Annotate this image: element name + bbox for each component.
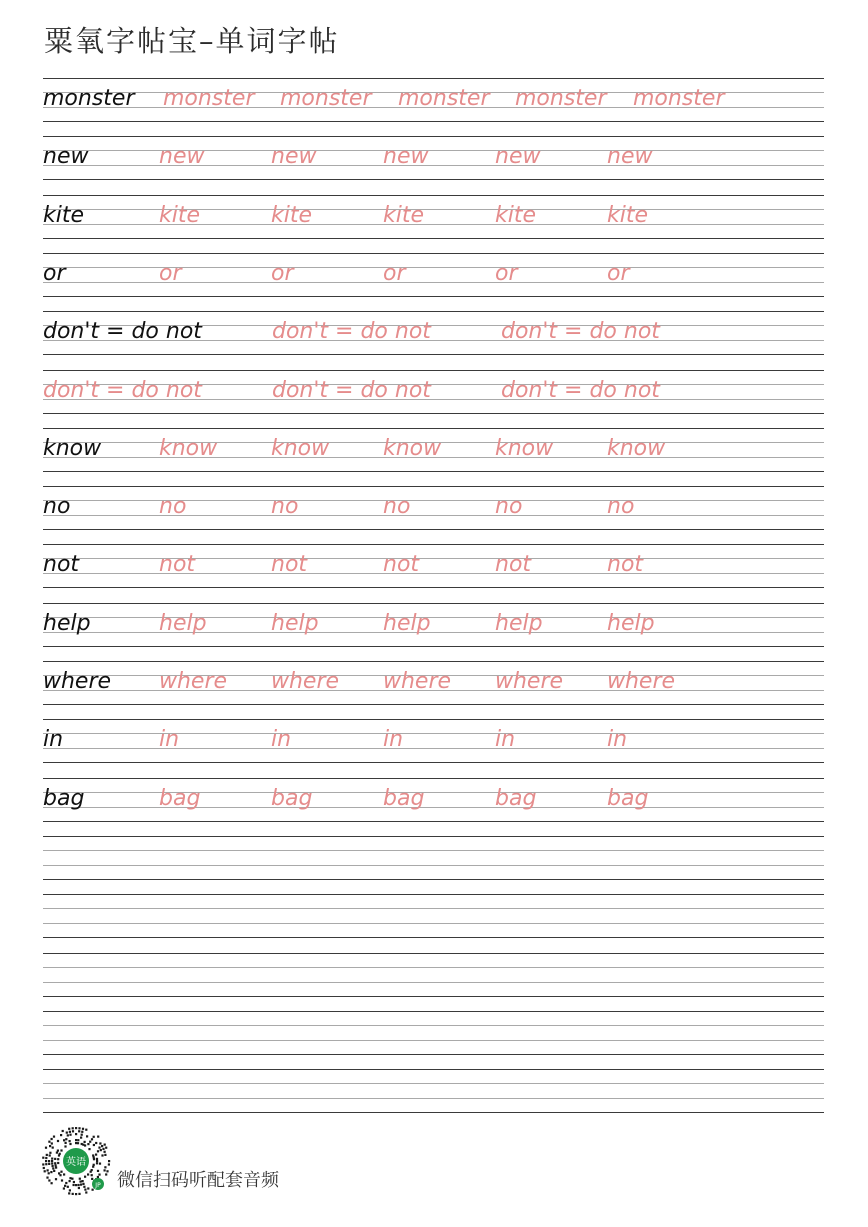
trace-word: new bbox=[271, 144, 317, 169]
qr-module bbox=[84, 1176, 86, 1178]
qr-module bbox=[65, 1138, 67, 1140]
word-row bbox=[43, 725, 824, 755]
qr-module bbox=[52, 1167, 54, 1169]
qr-module bbox=[45, 1157, 47, 1159]
qr-module bbox=[51, 1163, 53, 1165]
trace-word: where bbox=[271, 669, 340, 694]
qr-module bbox=[42, 1157, 44, 1159]
rule-line bbox=[43, 646, 824, 647]
rule-line bbox=[43, 544, 824, 545]
trace-word: know bbox=[271, 436, 330, 461]
trace-word: don't = do not bbox=[43, 378, 202, 403]
qr-module bbox=[78, 1187, 80, 1189]
qr-module bbox=[72, 1127, 74, 1129]
rule-line bbox=[43, 1083, 824, 1084]
qr-module bbox=[79, 1178, 81, 1180]
qr-module bbox=[62, 1130, 64, 1132]
trace-word: help bbox=[607, 611, 655, 636]
word-row bbox=[43, 259, 824, 289]
trace-word: in bbox=[607, 727, 628, 752]
rule-line bbox=[43, 486, 824, 487]
trace-word: where bbox=[607, 669, 676, 694]
footer-caption: 微信扫码听配套音频 bbox=[117, 1170, 279, 1191]
footer bbox=[41, 1126, 441, 1198]
qr-module bbox=[68, 1128, 70, 1130]
qr-module bbox=[85, 1129, 87, 1131]
qr-module bbox=[87, 1143, 89, 1145]
word-row bbox=[43, 609, 824, 639]
trace-word: kite bbox=[159, 203, 201, 228]
trace-word: not bbox=[607, 552, 644, 577]
rule-line bbox=[43, 894, 824, 895]
qr-module bbox=[61, 1179, 63, 1181]
word-row bbox=[43, 492, 824, 522]
qr-module bbox=[57, 1140, 59, 1142]
trace-word: bag bbox=[495, 786, 537, 811]
qr-module bbox=[68, 1192, 70, 1194]
trace-word: no bbox=[159, 494, 187, 519]
rule-line bbox=[43, 762, 824, 763]
qr-module bbox=[50, 1171, 52, 1173]
qr-module bbox=[65, 1142, 67, 1144]
trace-word: monster bbox=[398, 86, 490, 111]
qr-module bbox=[78, 1127, 80, 1129]
qr-module bbox=[101, 1145, 103, 1147]
page-title: 粟氧字帖宝–单词字帖 bbox=[44, 24, 340, 58]
qr-module bbox=[64, 1185, 66, 1187]
trace-word: monster bbox=[280, 86, 372, 111]
rule-line bbox=[43, 1069, 824, 1070]
rule-line bbox=[43, 953, 824, 954]
trace-word: where bbox=[495, 669, 564, 694]
rule-line bbox=[43, 1011, 824, 1012]
model-word: where bbox=[43, 669, 112, 694]
qr-module bbox=[96, 1160, 98, 1162]
qr-module bbox=[75, 1193, 77, 1195]
rule-line bbox=[43, 879, 824, 880]
qr-module bbox=[92, 1154, 94, 1156]
rule-line bbox=[43, 850, 824, 851]
rule-line bbox=[43, 1025, 824, 1026]
rule-line bbox=[43, 1040, 824, 1041]
qr-module bbox=[67, 1186, 69, 1188]
qr-module bbox=[106, 1170, 108, 1172]
qr-module bbox=[75, 1142, 77, 1144]
trace-word: in bbox=[383, 727, 404, 752]
rule-line bbox=[43, 587, 824, 588]
trace-word: bag bbox=[607, 786, 649, 811]
qr-module bbox=[97, 1136, 99, 1138]
writing-band bbox=[43, 1011, 824, 1055]
qr-module bbox=[46, 1177, 48, 1179]
trace-word: kite bbox=[495, 203, 537, 228]
trace-word: or bbox=[271, 261, 294, 286]
qr-module bbox=[55, 1167, 57, 1169]
word-row bbox=[43, 434, 824, 464]
qr-badge-text: 英语 bbox=[66, 1157, 86, 1168]
qr-module bbox=[69, 1177, 71, 1179]
rule-line bbox=[43, 1098, 824, 1099]
rule-line bbox=[43, 603, 824, 604]
qr-module bbox=[93, 1144, 95, 1146]
rule-line bbox=[43, 923, 824, 924]
word-row bbox=[43, 142, 824, 172]
rule-line bbox=[43, 195, 824, 196]
qr-module bbox=[84, 1144, 86, 1146]
qr-module bbox=[108, 1160, 110, 1162]
rule-line bbox=[43, 296, 824, 297]
qr-module bbox=[101, 1154, 103, 1156]
trace-word: kite bbox=[271, 203, 313, 228]
trace-word: no bbox=[607, 494, 635, 519]
word-row bbox=[43, 84, 824, 114]
qr-module bbox=[57, 1162, 59, 1164]
qr-module bbox=[57, 1150, 59, 1152]
qr-module bbox=[100, 1149, 102, 1151]
trace-word: no bbox=[271, 494, 299, 519]
model-word: no bbox=[43, 494, 71, 519]
qr-module bbox=[84, 1189, 86, 1191]
qr-module bbox=[99, 1142, 101, 1144]
trace-word: no bbox=[495, 494, 523, 519]
word-row bbox=[43, 784, 824, 814]
qr-module bbox=[97, 1150, 99, 1152]
qr-module bbox=[64, 1145, 66, 1147]
qr-module bbox=[63, 1173, 65, 1175]
rule-line bbox=[43, 719, 824, 720]
model-word: monster bbox=[43, 86, 135, 111]
word-row bbox=[43, 201, 824, 231]
qr-module bbox=[58, 1172, 60, 1174]
trace-word: new bbox=[607, 144, 653, 169]
rule-line bbox=[43, 661, 824, 662]
model-word: or bbox=[43, 261, 66, 286]
qr-module bbox=[51, 1138, 53, 1140]
qr-module bbox=[79, 1181, 81, 1183]
trace-word: not bbox=[271, 552, 308, 577]
qr-module bbox=[60, 1171, 62, 1173]
qr-module bbox=[89, 1141, 91, 1143]
rule-line bbox=[43, 179, 824, 180]
qr-module bbox=[53, 1136, 55, 1138]
trace-word: or bbox=[383, 261, 406, 286]
qr-module bbox=[69, 1131, 71, 1133]
qr-module bbox=[105, 1173, 107, 1175]
rule-line bbox=[43, 937, 824, 938]
qr-module bbox=[102, 1148, 104, 1150]
qr-module bbox=[48, 1141, 50, 1143]
qr-module bbox=[83, 1186, 85, 1188]
qr-module bbox=[90, 1171, 92, 1173]
qr-module bbox=[93, 1158, 95, 1160]
model-word: new bbox=[43, 144, 89, 169]
qr-module bbox=[69, 1134, 71, 1136]
qr-module bbox=[72, 1193, 74, 1195]
qr-module bbox=[97, 1170, 99, 1172]
qr-module bbox=[54, 1162, 56, 1164]
trace-word: don't = do not bbox=[501, 378, 660, 403]
trace-word: new bbox=[495, 144, 541, 169]
handwriting-sheet bbox=[43, 78, 824, 1115]
qr-module bbox=[88, 1148, 90, 1150]
rule-line bbox=[43, 428, 824, 429]
trace-word: monster bbox=[515, 86, 607, 111]
word-row bbox=[43, 667, 824, 697]
trace-word: not bbox=[383, 552, 420, 577]
rule-line bbox=[43, 996, 824, 997]
qr-module bbox=[104, 1144, 106, 1146]
qr-module bbox=[66, 1132, 68, 1134]
rule-line bbox=[43, 354, 824, 355]
qr-module bbox=[78, 1130, 80, 1132]
rule-line bbox=[43, 908, 824, 909]
qr-module bbox=[80, 1184, 82, 1186]
qr-module bbox=[75, 1133, 77, 1135]
qr-module bbox=[63, 1139, 65, 1141]
trace-word: help bbox=[271, 611, 319, 636]
trace-word: in bbox=[271, 727, 292, 752]
qr-module bbox=[73, 1181, 75, 1183]
writing-band bbox=[43, 953, 824, 997]
writing-band bbox=[43, 836, 824, 880]
qr-module bbox=[45, 1147, 47, 1149]
qr-module bbox=[95, 1142, 97, 1144]
qr-module bbox=[93, 1136, 95, 1138]
rule-line bbox=[43, 865, 824, 866]
qr-module bbox=[72, 1130, 74, 1132]
qr-module bbox=[48, 1179, 50, 1181]
rule-line bbox=[43, 311, 824, 312]
model-word: help bbox=[43, 611, 91, 636]
model-word: don't = do not bbox=[43, 319, 202, 344]
trace-word: kite bbox=[383, 203, 425, 228]
qr-module bbox=[46, 1154, 48, 1156]
qr-module bbox=[69, 1140, 71, 1142]
rule-line bbox=[43, 1112, 824, 1113]
qr-module bbox=[51, 1160, 53, 1162]
qr-module bbox=[42, 1163, 44, 1165]
trace-word: no bbox=[383, 494, 411, 519]
trace-word: bag bbox=[271, 786, 313, 811]
rule-line bbox=[43, 1054, 824, 1055]
rule-line bbox=[43, 967, 824, 968]
qr-module bbox=[52, 1165, 54, 1167]
rule-line bbox=[43, 413, 824, 414]
trace-word: don't = do not bbox=[272, 378, 431, 403]
word-row bbox=[43, 550, 824, 580]
qr-module bbox=[44, 1170, 46, 1172]
qr-module bbox=[60, 1134, 62, 1136]
qr-module bbox=[91, 1178, 93, 1180]
trace-word: not bbox=[495, 552, 532, 577]
model-word: know bbox=[43, 436, 102, 461]
qr-module bbox=[47, 1169, 49, 1171]
qr-module bbox=[51, 1142, 53, 1144]
trace-word: where bbox=[383, 669, 452, 694]
qr-module bbox=[51, 1182, 53, 1184]
trace-word: new bbox=[159, 144, 205, 169]
trace-word: know bbox=[607, 436, 666, 461]
qr-module bbox=[55, 1178, 57, 1180]
qr-module bbox=[43, 1167, 45, 1169]
qr-module bbox=[69, 1180, 71, 1182]
qr-module bbox=[71, 1178, 73, 1180]
qr-module bbox=[75, 1127, 77, 1129]
qr-module bbox=[86, 1135, 88, 1137]
trace-word: don't = do not bbox=[501, 319, 660, 344]
qr-module bbox=[104, 1169, 106, 1171]
trace-word: in bbox=[159, 727, 180, 752]
trace-word: or bbox=[607, 261, 630, 286]
qr-module bbox=[77, 1139, 79, 1141]
trace-word: bag bbox=[383, 786, 425, 811]
qr-module bbox=[93, 1164, 95, 1166]
qr-module bbox=[104, 1166, 106, 1168]
qr-module bbox=[60, 1149, 62, 1151]
qr-module bbox=[67, 1134, 69, 1136]
qr-module bbox=[81, 1134, 83, 1136]
rule-line bbox=[43, 836, 824, 837]
qr-module bbox=[82, 1128, 84, 1130]
trace-word: where bbox=[159, 669, 228, 694]
trace-word: not bbox=[159, 552, 196, 577]
qr-module bbox=[104, 1151, 106, 1153]
qr-module bbox=[53, 1170, 55, 1172]
rule-line bbox=[43, 136, 824, 137]
trace-word: monster bbox=[633, 86, 725, 111]
trace-word: help bbox=[383, 611, 431, 636]
model-word: kite bbox=[43, 203, 85, 228]
qr-module bbox=[92, 1189, 94, 1191]
qr-module bbox=[77, 1142, 79, 1144]
qr-dot-text: JP bbox=[95, 1182, 101, 1189]
qr-module bbox=[78, 1184, 80, 1186]
qr-module bbox=[98, 1174, 100, 1176]
model-word: not bbox=[43, 552, 80, 577]
qr-module bbox=[99, 1163, 101, 1165]
rule-line bbox=[43, 370, 824, 371]
qr-module bbox=[82, 1180, 84, 1182]
qr-module bbox=[91, 1138, 93, 1140]
rule-line bbox=[43, 238, 824, 239]
qr-module bbox=[75, 1184, 77, 1186]
qr-module bbox=[69, 1143, 71, 1145]
rule-line bbox=[43, 121, 824, 122]
model-word: in bbox=[43, 727, 64, 752]
qr-code-icon[interactable] bbox=[41, 1126, 111, 1196]
trace-word: kite bbox=[607, 203, 649, 228]
qr-module bbox=[95, 1154, 97, 1156]
trace-word: help bbox=[159, 611, 207, 636]
trace-word: or bbox=[495, 261, 518, 286]
trace-word: or bbox=[159, 261, 182, 286]
qr-module bbox=[48, 1172, 50, 1174]
writing-band bbox=[43, 894, 824, 938]
qr-module bbox=[52, 1147, 54, 1149]
qr-module bbox=[55, 1164, 57, 1166]
qr-module bbox=[108, 1163, 110, 1165]
qr-module bbox=[48, 1160, 50, 1162]
trace-word: know bbox=[159, 436, 218, 461]
qr-module bbox=[54, 1158, 56, 1160]
rule-line bbox=[43, 704, 824, 705]
qr-module bbox=[98, 1147, 100, 1149]
qr-module bbox=[87, 1173, 89, 1175]
qr-module bbox=[59, 1153, 61, 1155]
rule-line bbox=[43, 78, 824, 79]
qr-module bbox=[49, 1154, 51, 1156]
qr-module bbox=[45, 1160, 47, 1162]
qr-module bbox=[57, 1158, 59, 1160]
trace-word: bag bbox=[159, 786, 201, 811]
trace-word: know bbox=[495, 436, 554, 461]
rule-line bbox=[43, 529, 824, 530]
trace-word: in bbox=[495, 727, 516, 752]
qr-module bbox=[96, 1158, 98, 1160]
qr-module bbox=[82, 1183, 84, 1185]
qr-module bbox=[49, 1145, 51, 1147]
qr-module bbox=[75, 1139, 77, 1141]
qr-module bbox=[78, 1193, 80, 1195]
qr-module bbox=[84, 1141, 86, 1143]
trace-word: monster bbox=[163, 86, 255, 111]
qr-module bbox=[73, 1184, 75, 1186]
qr-module bbox=[91, 1174, 93, 1176]
trace-word: help bbox=[495, 611, 543, 636]
trace-word: don't = do not bbox=[272, 319, 431, 344]
qr-module bbox=[45, 1163, 47, 1165]
rule-line bbox=[43, 471, 824, 472]
qr-module bbox=[63, 1187, 65, 1189]
qr-module bbox=[65, 1182, 67, 1184]
word-row bbox=[43, 376, 824, 406]
qr-module bbox=[49, 1152, 51, 1154]
rule-line bbox=[43, 982, 824, 983]
qr-module bbox=[48, 1163, 50, 1165]
qr-module bbox=[97, 1176, 99, 1178]
writing-band bbox=[43, 1069, 824, 1113]
qr-module bbox=[56, 1152, 58, 1154]
qr-module bbox=[80, 1137, 82, 1139]
rule-line bbox=[43, 821, 824, 822]
model-word: bag bbox=[43, 786, 85, 811]
rule-line bbox=[43, 778, 824, 779]
trace-word: know bbox=[383, 436, 442, 461]
rule-line bbox=[43, 253, 824, 254]
qr-module bbox=[81, 1131, 83, 1133]
qr-module bbox=[87, 1187, 89, 1189]
qr-module bbox=[96, 1162, 98, 1164]
word-row bbox=[43, 317, 824, 347]
trace-word: new bbox=[383, 144, 429, 169]
qr-module bbox=[69, 1189, 71, 1191]
qr-module bbox=[51, 1158, 53, 1160]
qr-module bbox=[85, 1191, 87, 1193]
qr-module bbox=[92, 1166, 94, 1168]
qr-module bbox=[105, 1147, 107, 1149]
qr-module bbox=[104, 1154, 106, 1156]
